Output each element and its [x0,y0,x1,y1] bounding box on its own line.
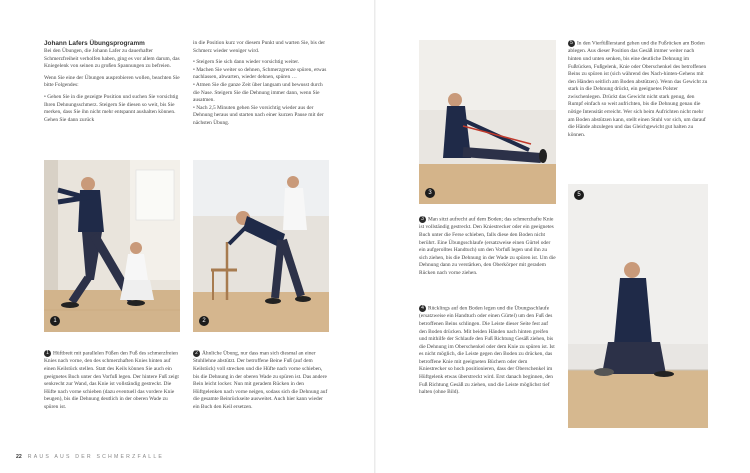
exercise-illustration-2 [193,160,329,332]
exercise-illustration-3 [419,40,556,204]
intro-bullet-2: • Steigern Sie sich dann wieder vorsichtig weiter. [193,59,300,66]
exercise-illustration-1 [44,160,180,332]
page-number: 22 [16,454,22,460]
intro-column [44,40,180,128]
photo-number-badge: 1 [50,316,60,326]
intro-bullet-4: • Atmen Sie die ganze Zeit über langsam und bewusst durch die Nase. Steigern Sie die Dehnung immer dann, wenn Sie ausatmen. [193,81,323,104]
caption-text-5: In den Vierfüßlerstand gehen und die Fußrücken am Boden ablegen. Aus dieser Position das Gesäß immer weiter nach hinten und unten senken, bis eine deutliche Dehnung im Fußrücken, Fußgelenk, Knie oder Oberschenkel des betroffenen Beins zu spüren ist (sich während des Nach-hinten-Gehens mit den Händen seitlich am Boden abstützen). Wenn das Gewicht zu stark in die Dehnung drückt, ein geeignetes Polster zwischenlegen. Drückt das Gewicht nicht stark genug, den Rumpf einfach so weit aufrichten, bis die Dehnung genau die nötige Intensität erreicht. Wer sich beim Aufrichten nicht mehr am Boden abstützen kann, stellt einen Stuhl vor sich, um darauf die Hände abzulegen und das Gleichgewicht gut halten zu können. [568,40,708,138]
photo-number-badge: 3 [425,188,435,198]
caption-text-2: Ähnliche Übung, nur dass man sich diesmal an einer Stuhllehne abstützt. Der betroffene Beine Fuß (auf dem Keilstück) voll strecken und die Hüfte nach vorne schieben, bis die Dehnung in der oberen Wade zu spüren ist. Das andere Bein leicht locker. Nun mit geradem Rücken in den Hüftgelenken nach vorne neigen, sodass sich die Dehnung auf die gesamte Beinrückseite ausweitet. Auch hier kann wieder ein Buch den Keil ersetzen. [193,350,328,410]
exercise-illustration-5 [568,184,708,428]
caption-3 [419,216,556,281]
intro-continued-paragraph: in die Position kurz vor diesem Punkt und warten Sie, bis der Schmerz wieder weniger wird. [193,40,326,54]
intro-paragraph: Bei den Übungen, die Johann Lafer zu dauerhafter Schmerzfreiheit verholfen haben, ging es vor allem darum, das Kniegelenk von seinen zu großen Spannungen zu befreien. [44,48,180,70]
caption-2 [193,350,329,415]
photo-number-badge: 2 [199,316,209,326]
intro-paragraph-2: Wenn Sie eine der Übungen ausprobieren wollen, beachten Sie bitte Folgendes: [44,74,180,89]
intro-bullet-3: • Machen Sie weiter so dehnen, Schmerzgrenze spüren, etwas nachlassen, abwarten, wieder dehnen, spüren … [193,66,327,81]
exercise-photo-3 [419,40,556,204]
page-gutter [374,0,376,473]
caption-number-4: 4 [419,305,426,312]
caption-number-5: 5 [568,40,575,47]
caption-text-4: Rücklings auf den Boden legen und die Übungsschlaufe (ersatzweise ein Handtuch oder einen Gürtel) um den Fuß des betroffenen Beins schlingen. Die Leiste dieser Seite fest auf den Boden drücken. Mit beiden Händen nach hinten greifen und mithilfe der Schlaufe den Fuß Richtung Gesäß ziehen, bis die Dehnung im Oberschenkel oder dem Knie zu spüren ist. Ist es nicht möglich, die Leiste gegen den Boden zu drücken, das betroffene Knie mit geeigneten Büchern oder dem Kniestrecker so hoch positionieren, dass der Oberschenkel im Hüftgelenk etwas überstreckt wird. Erst danach beginnen, den Fuß Richtung Gesäß zu ziehen, und die Leiste möglichst tief halten (ohne Bild). [419,305,555,396]
intro-continued-column [193,40,329,128]
caption-number-2: 2 [193,350,200,357]
caption-number-3: 3 [419,216,426,223]
caption-text-3: Man sitzt aufrecht auf dem Boden; das schmerzhafte Knie ist vollständig gestreckt. Den Kniestrecker oder ein geeignetes Buch unter die Ferse schieben, falls diese den Boden nicht berührt. Eine Übungsschlaufe (ersatzweise einen Gürtel oder ein aufgerolltes Handtuch) um den Vorfuß legen und ihn zu sich ziehen, bis die Dehnung in der Wade zu spüren ist. Um die Dehnung dann zu verstärken, den Oberkörper mit geradem Rücken nach vorne ziehen. [419,216,556,276]
exercise-photo-2 [193,160,329,332]
caption-4 [419,305,556,401]
photo-number-badge: 5 [574,190,584,200]
intro-bullet-5: • Nach 2,5 Minuten gehen Sie vorsichtig wieder aus der Dehnung heraus und starten nach einer kurzen Pause mit der nächsten Übung. [193,104,324,126]
caption-5 [568,40,708,143]
exercise-photo-1 [44,160,180,332]
caption-number-1: 1 [44,350,51,357]
caption-1 [44,350,180,415]
exercise-photo-5 [568,184,708,428]
page-footer [16,454,164,460]
running-head: RAUS AUS DER SCHMERZFALLE [27,454,165,460]
caption-text-1: Hüftbreit mit parallelen Füßen den Fuß des schmerzfreien Knies nach vorne, den des schmerzhaften Knies hinten auf einen Keilstück stellen. Statt des Keils können Sie auch ein geeignetes Buch unter den Vorfuß legen. Der hintere Fuß zeigt senkrecht zur Wand, das Knie ist vollständig gestreckt. Die Hüfte nach vorne schieben (dazu eventuell das vordere Knie beugen), bis die Dehnung deutlich in der oberen Wade zu spüren ist. [44,350,179,410]
intro-title: Johann Lafers Übungsprogramm [44,40,145,47]
intro-bullet-1: • Gehen Sie in die gezeigte Position und suchen Sie vorsichtig Ihren Dehnungsschmerz. Steigern Sie diesen so weit, bis Sie merken, dass Sie ihn nicht mehr entspannt aushalten können. Gehen Sie dann zurück [44,93,179,123]
